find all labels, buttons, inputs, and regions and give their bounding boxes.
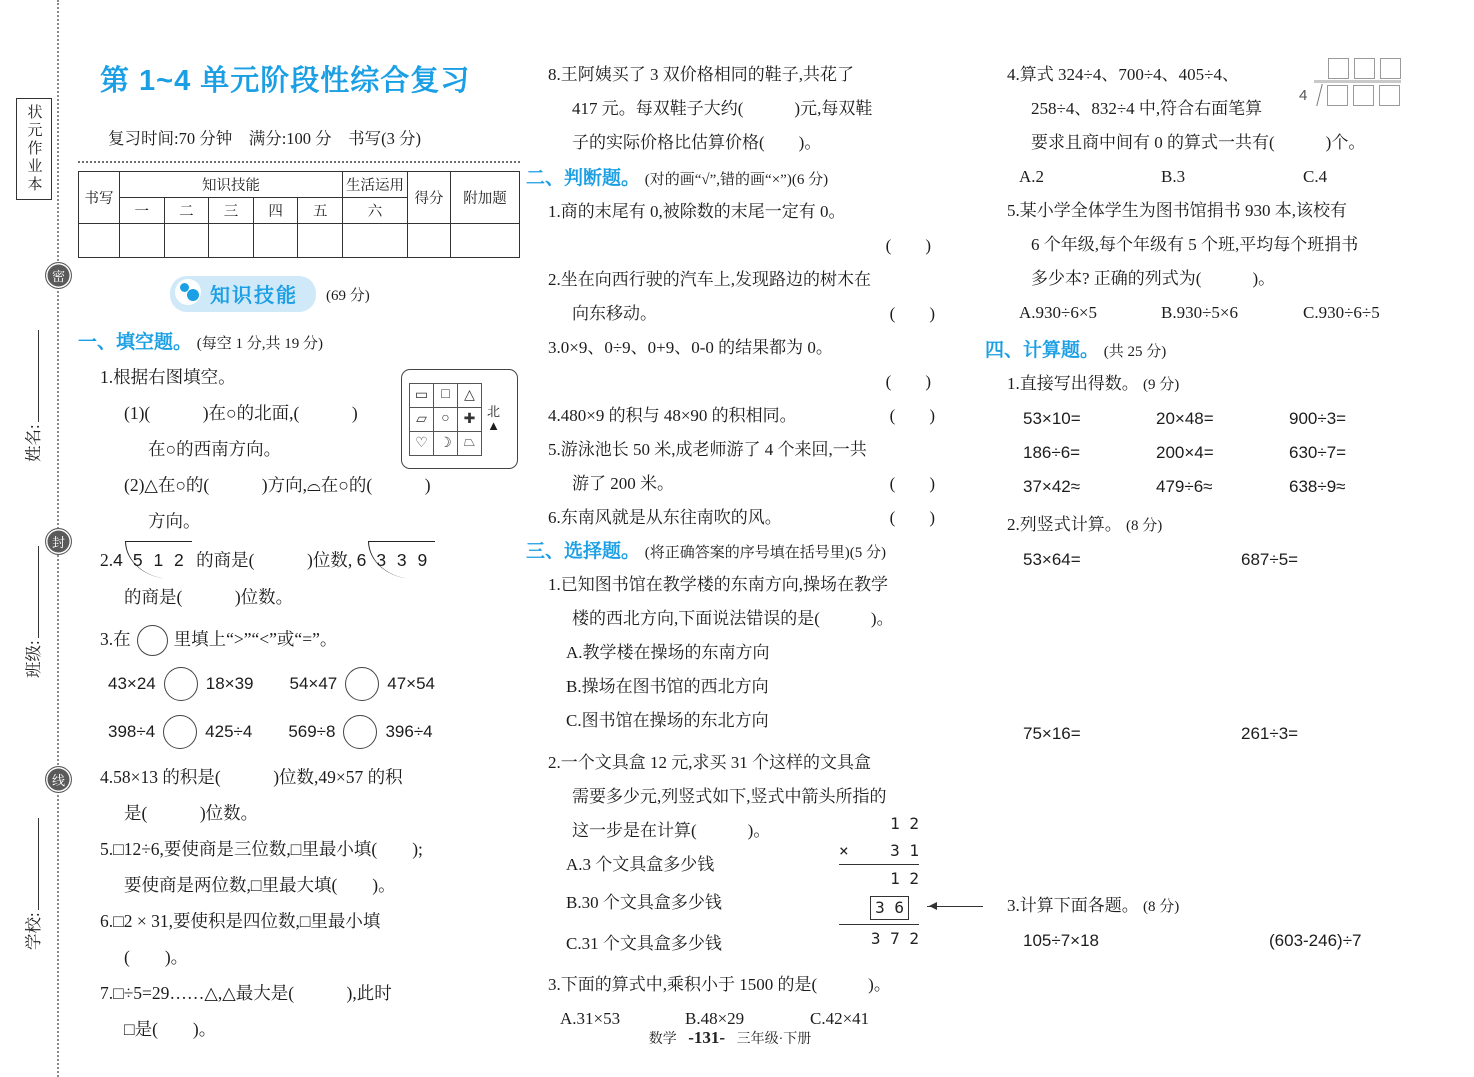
option-a: A.930÷6×5 [1019,303,1097,322]
expression: 75×16= [1023,724,1081,743]
footer-book: 三年级·下册 [736,1032,812,1047]
section-3-heading [526,537,935,568]
question-line: ( )。 [124,947,189,967]
boxed-step: 3 6 [870,896,909,920]
question-line: 方向。 [148,511,201,531]
expression: 630÷7= [1289,443,1347,462]
score-col-4: 四 [253,198,298,224]
score-col-2: 二 [164,198,209,224]
question-line: 4.算式 324÷4、700÷4、405÷4、 [1007,65,1239,84]
score-col-6: 六 [343,198,408,224]
score-cell-fujia: 附加题 [451,172,520,224]
judge-item-3: 3.0×9、0÷9、0+9、0-0 的结果都为 0。 [548,338,833,357]
section-4-title: 四、计算题。 [985,340,1100,361]
dividend-boxes [1299,84,1401,106]
calc-part-3-title: 3.计算下面各题。 [1007,896,1139,915]
times-sign: × [839,841,849,860]
calc-part-3-note: (8 分) [1143,899,1180,915]
score-empty-cell [343,224,408,258]
north-arrow-icon: ▲ [487,418,500,433]
expression: 20×48= [1156,409,1214,428]
footer-subject: 数学 [648,1032,677,1047]
answer-parens: ( ) [889,508,935,527]
answer-parens: ( ) [889,406,935,425]
mult-row-multiplicand: 1 2 [890,814,919,833]
option-b: B.930÷5×6 [1161,303,1239,322]
blank-box [1379,85,1400,106]
section-4-note: (共 25 分) [1103,344,1167,360]
school-blank-line [24,818,39,910]
choice-3: 3.下面的算式中,乘积小于 1500 的是( )。 [548,975,891,994]
choice-1: 1.已知图书馆在教学楼的东南方向,操场在教学 [548,575,888,594]
blank-box [1327,85,1348,106]
question-5: 5.□12÷6,要使商是三位数,□里最小填( ); [100,839,423,859]
expression: 396÷4 [385,722,433,741]
badge-score: (69 分) [326,287,370,304]
calc-part-3-heading [985,889,1445,924]
school-field [20,818,44,950]
north-indicator [487,405,500,433]
oral-calc-grid [985,402,1445,504]
question-line: 2.一个文具盒 12 元,求买 31 个这样的文具盒 [548,753,871,772]
score-col-3: 三 [209,198,254,224]
question-6: 6.□2 × 31,要使积是四位数,□里最小填 [100,911,381,931]
question-8: 8.王阿姨买了 3 双价格相同的鞋子,共花了 [548,65,854,84]
option-c: C.930÷6÷5 [1303,303,1380,322]
question-3 [78,621,520,657]
compare-circle [137,625,168,656]
expression: 54×47 [289,674,338,693]
option-b: B.3 [1161,167,1186,186]
judge-item-5-line [526,467,935,501]
question-line: (2)△在○的( )方向,⌓在○的( ) [124,475,431,495]
judge-item-6 [526,501,935,535]
arrow-left-icon [927,906,983,907]
expression: 37×42≈ [1023,477,1081,496]
class-field-label: 班级: [24,640,43,678]
expression: 425÷4 [205,722,253,741]
seal-mi: 密 [45,262,72,289]
shape-grid [409,383,482,456]
question-line: 的商是( )位数。 [124,587,294,607]
answer-parens: ( ) [885,236,931,255]
question-line: 要使商是两位数,□里最大填( )。 [124,875,396,895]
question-line: 在○的西南方向。 [148,439,282,459]
choice-5: 5.某小学全体学生为图书馆捐书 930 本,该校有 [1007,201,1347,220]
question-text: 里填上“>”“<”或“=”。 [173,629,338,649]
grid-cell-circle: ○ [434,407,458,431]
expression: 200×4= [1156,443,1214,462]
section-2-heading [526,164,935,195]
compare-circle [163,715,197,749]
grid-cell-square: □ [434,383,458,407]
expression: 687÷5= [1241,550,1299,569]
score-empty-cell [298,224,343,258]
choice-4 [985,58,1445,194]
section-3-title: 三、选择题。 [526,541,641,562]
section-1-note: (每空 1 分,共 19 分) [196,336,324,352]
choice-2 [526,746,935,964]
section-3-note: (将正确答案的序号填在括号里)(5 分) [644,545,886,561]
column-1 [78,58,520,1047]
divisor: 4 [113,550,123,570]
judge-item-2: 2.坐在向西行驶的汽车上,发现路边的树木在 [548,270,871,289]
expression: 479÷6≈ [1156,477,1213,496]
expression: 398÷4 [108,722,156,741]
score-empty-cell [209,224,254,258]
calc-part-1-note: (9 分) [1143,377,1180,393]
mult-row-multiplier [839,837,919,865]
score-cell-defen: 得分 [408,172,451,224]
question-line: 6 个年级,每个年级有 5 个班,平均每个班捐书 [1031,235,1359,254]
expression: 900÷3= [1289,409,1347,428]
question-text: 1.根据右图填空。 [100,367,236,387]
question-line: 这一步是在计算( )。 [572,821,771,840]
seal-feng: 封 [45,528,72,555]
option-a: A.3 个文具盒多少钱 [566,855,715,874]
score-col-5: 五 [298,198,343,224]
section-4-heading [985,336,1445,367]
grid-cell-triangle: △ [458,383,482,407]
choice-4-options [985,160,1445,194]
score-empty-cell [120,224,165,258]
expression: 261÷3= [1241,724,1299,743]
page-title: 第 1~4 单元阶段性综合复习 [100,65,471,97]
mixed-calc-row [985,924,1445,958]
score-col-1: 一 [120,198,165,224]
north-label: 北 [487,404,501,419]
judge-text: 6.东南风就是从东往南吹的风。 [548,508,782,527]
multiplier-digits: 3 1 [890,841,919,860]
expression: 43×24 [108,674,156,693]
exam-info-line: 复习时间:70 分钟 满分:100 分 书写(3 分) [108,129,422,148]
score-empty-cell [451,224,520,258]
judge-item-1: 1.商的末尾有 0,被除数的末尾一定有 0。 [548,202,846,221]
expression: 53×10= [1023,409,1081,428]
question-1 [78,359,520,539]
calc-part-1-heading [985,367,1445,402]
option-c: C.4 [1303,167,1328,186]
question-line: 要求且商中间有 0 的算式一共有( )个。 [1031,133,1366,152]
judge-item-4 [526,399,935,433]
question-4: 4.58×13 的积是( )位数,49×57 的积 [100,767,403,787]
divisor-label: 4 [1299,86,1308,104]
grid-cell-parallelogram: ▱ [410,407,434,431]
score-cell-shuxie: 书写 [79,172,120,224]
question-line: 是( )位数。 [124,803,259,823]
divisor: 6 [356,550,367,570]
judge-text: 4.480×9 的积与 48×90 的积相同。 [548,406,797,425]
section-1-heading [78,328,520,359]
column-3 [985,58,1445,958]
score-empty-cell [79,224,120,258]
option-a: A.31×53 [560,1009,621,1028]
footer-page-number: -131- [688,1028,726,1047]
mult-row-partial-2 [839,892,919,925]
quotient-boxes [1328,58,1401,79]
mult-row-product: 3 7 2 [870,929,919,948]
section-2-note: (对的画“√”,错的画“×”)(6 分) [644,172,829,188]
blank-box [1380,58,1401,79]
question-text: 的商是( )位数, [191,550,357,570]
seal-xian: 线 [45,766,72,793]
column-calc-row-1 [985,543,1445,577]
question-line: 多少本? 正确的列式为( )。 [1031,269,1276,288]
answer-parens: ( ) [889,474,935,493]
division-line [1314,80,1401,83]
expression: 186÷6= [1023,443,1081,462]
score-empty-cell [164,224,209,258]
option-c: C.42×41 [810,1009,870,1028]
expression: (603-246)÷7 [1269,931,1362,950]
option-c: C.图书馆在操场的东北方向 [566,711,769,730]
expression: 638÷9≈ [1289,477,1346,496]
dotted-separator [78,161,520,163]
compare-group [108,667,254,701]
school-field-label: 学校: [24,912,43,950]
division-boxes-figure [1299,58,1401,106]
name-blank-line [24,330,39,422]
compare-circle [345,667,379,701]
calc-part-2-title: 2.列竖式计算。 [1007,515,1122,534]
question-7: 7.□÷5=29……△,△最大是( ),此时 [100,983,392,1003]
badge-pill [170,276,316,312]
judge-text: 向东移动。 [572,304,657,323]
grid-cell-trapezoid: ⏢ [458,431,482,455]
long-division-dividend: 3 3 9 [368,541,435,579]
name-field [20,330,44,462]
long-division-dividend: 5 1 2 [125,541,192,579]
class-blank-line [24,546,39,638]
blank-box [1354,58,1375,79]
compare-row [78,667,520,701]
badge-label: 知识技能 [210,285,298,307]
grid-cell-moon: ☽ [434,431,458,455]
question-line: 楼的西北方向,下面说法错误的是( )。 [572,609,894,628]
division-bracket-icon [1310,84,1323,106]
expression: 47×54 [387,674,435,693]
score-empty-cell [408,224,451,258]
blank-box [1328,58,1349,79]
vertical-multiplication [839,810,919,952]
option-b: B.30 个文具盒多少钱 [566,893,722,912]
option-b: B.48×29 [685,1009,745,1028]
question-number: 2. [100,550,114,570]
option-b: B.操场在图书馆的西北方向 [566,677,769,696]
question-line: 258÷4、832÷4 中,符合右面笔算 [1031,99,1263,118]
section-1-title: 一、填空题。 [78,332,193,353]
judge-item-5: 5.游泳池长 50 米,成老师游了 4 个来回,一共 [548,440,867,459]
answer-parens: ( ) [885,372,931,391]
column-calc-row-2 [985,717,1445,751]
calc-part-2-heading [985,508,1445,543]
blank-box [1353,85,1374,106]
compare-group [108,715,252,749]
option-a: A.2 [1019,167,1045,186]
choice-5-options [985,296,1445,330]
compare-row [78,715,520,749]
expression: 53×64= [1023,550,1081,569]
option-c: C.31 个文具盒多少钱 [566,934,722,953]
compare-circle [343,715,377,749]
grid-cell-cross: ✚ [458,407,482,431]
name-field-label: 姓名: [24,424,43,462]
expression: 569÷8 [288,722,336,741]
answer-parens: ( ) [889,304,935,323]
compare-group [288,715,432,749]
score-table [78,171,520,258]
question-line: 需要多少元,列竖式如下,竖式中箭头所指的 [572,787,887,806]
shape-grid-figure [401,369,518,469]
judge-text: 游了 200 米。 [572,474,674,493]
page-footer [500,1028,960,1048]
option-a: A.教学楼在操场的东南方向 [566,643,770,662]
compare-group [290,667,436,701]
question-line: 417 元。每双鞋子大约( )元,每双鞋 [572,99,873,118]
question-2 [78,541,520,579]
calc-part-2-note: (8 分) [1126,518,1163,534]
section-badge [170,276,520,312]
grid-cell-rectangle: ▭ [410,383,434,407]
calc-part-1-title: 1.直接写出得数。 [1007,374,1139,393]
score-empty-cell [253,224,298,258]
question-text: 3.在 [100,629,131,649]
question-line: (1)( )在○的北面,( ) [124,403,358,423]
column-2 [526,58,935,1036]
mult-row-partial-1: 1 2 [890,869,919,888]
brand-label: 状元作业本 [16,98,52,200]
section-2-title: 二、判断题。 [526,168,641,189]
compare-circle [164,667,198,701]
dots-icon [175,279,201,305]
grid-cell-heart: ♡ [410,431,434,455]
score-cell-zhishi: 知识技能 [120,172,343,198]
score-cell-shenghuo: 生活运用 [343,172,408,198]
class-field [20,546,44,678]
question-line: 子的实际价格比估算价格( )。 [572,133,822,152]
judge-item-2-line [526,297,935,331]
expression: 18×39 [205,674,254,693]
expression: 105÷7×18 [1023,931,1099,950]
question-line: □是( )。 [124,1019,217,1039]
